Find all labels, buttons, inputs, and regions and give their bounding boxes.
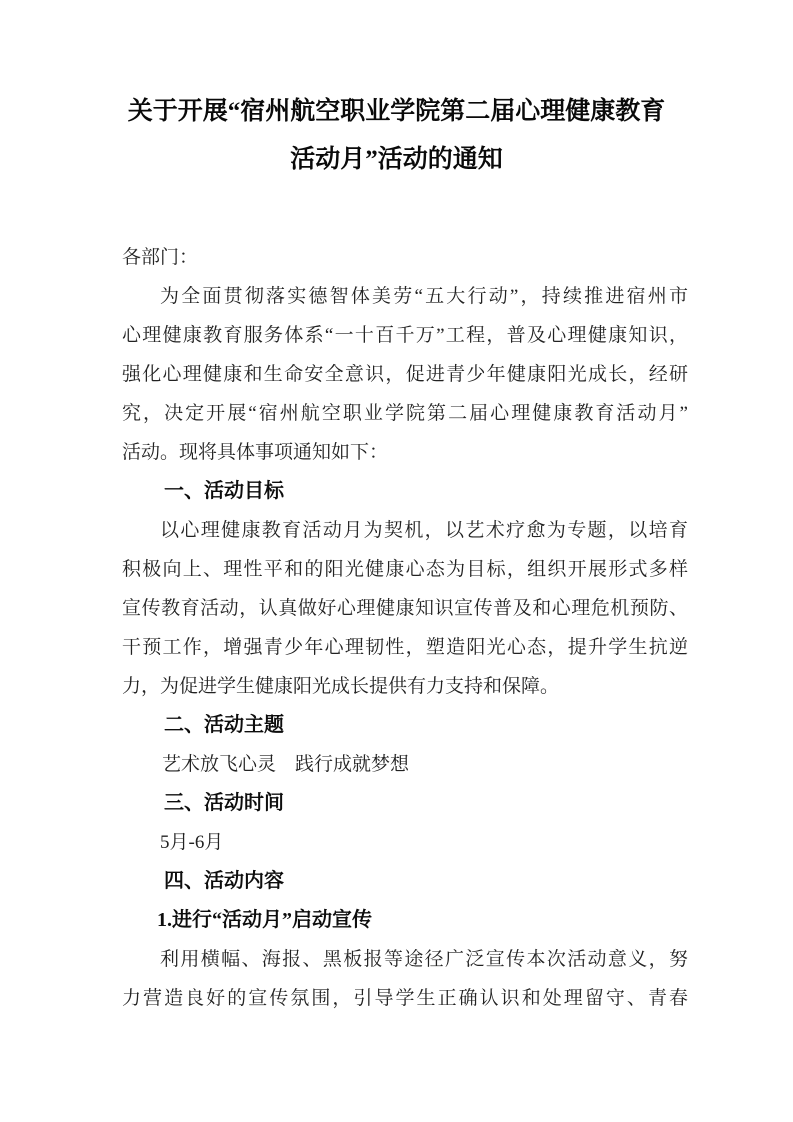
item-1-heading: 1.进行“活动月”启动宣传 xyxy=(157,909,372,931)
section-3-heading: 三、活动时间 xyxy=(164,792,284,814)
section-1-line-2: 积极向上、理性平和的阳光健康心态为目标，组织开展形式多样 xyxy=(122,559,688,580)
section-4-heading: 四、活动内容 xyxy=(164,870,284,892)
intro-line-4: 究，决定开展“宿州航空职业学院第二届心理健康教育活动月” xyxy=(122,403,688,424)
section-1-line-5: 力，为促进学生健康阳光成长提供有力支持和保障。 xyxy=(122,676,560,697)
intro-line-3: 强化心理健康和生命安全意识，促进青少年健康阳光成长，经研 xyxy=(122,364,688,385)
doc-title-line-1: 关于开展“宿州航空职业学院第二届心理健康教育 xyxy=(127,98,666,125)
section-1-line-3: 宣传教育活动，认真做好心理健康知识宣传普及和心理危机预防、 xyxy=(122,598,688,619)
salutation-line: 各部门： xyxy=(122,247,199,268)
theme-line: 艺术放飞心灵 践行成就梦想 xyxy=(162,754,410,775)
item-1-line-2: 力营造良好的宣传氛围，引导学生正确认识和处理留守、青春 xyxy=(122,988,688,1009)
doc-body xyxy=(122,238,688,1018)
doc-title xyxy=(0,88,793,184)
section-1-line-4: 干预工作，增强青少年心理韧性，塑造阳光心态，提升学生抗逆 xyxy=(122,637,688,658)
intro-line-2: 心理健康教育服务体系“一十百千万”工程，普及心理健康知识， xyxy=(122,325,688,346)
section-1-line-1: 以心理健康教育活动月为契机，以艺术疗愈为专题，以培育 xyxy=(160,520,688,541)
time-line: 5月-6月 xyxy=(160,832,224,853)
intro-line-5: 活动。现将具体事项通知如下： xyxy=(122,442,389,463)
doc-title-line-2: 活动月”活动的通知 xyxy=(290,146,503,173)
section-1-heading: 一、活动目标 xyxy=(164,480,284,502)
intro-line-1: 为全面贯彻落实德智体美劳“五大行动”，持续推进宿州市 xyxy=(160,286,688,307)
item-1-line-1: 利用横幅、海报、黑板报等途径广泛宣传本次活动意义，努 xyxy=(160,949,688,970)
section-2-heading: 二、活动主题 xyxy=(164,714,284,736)
